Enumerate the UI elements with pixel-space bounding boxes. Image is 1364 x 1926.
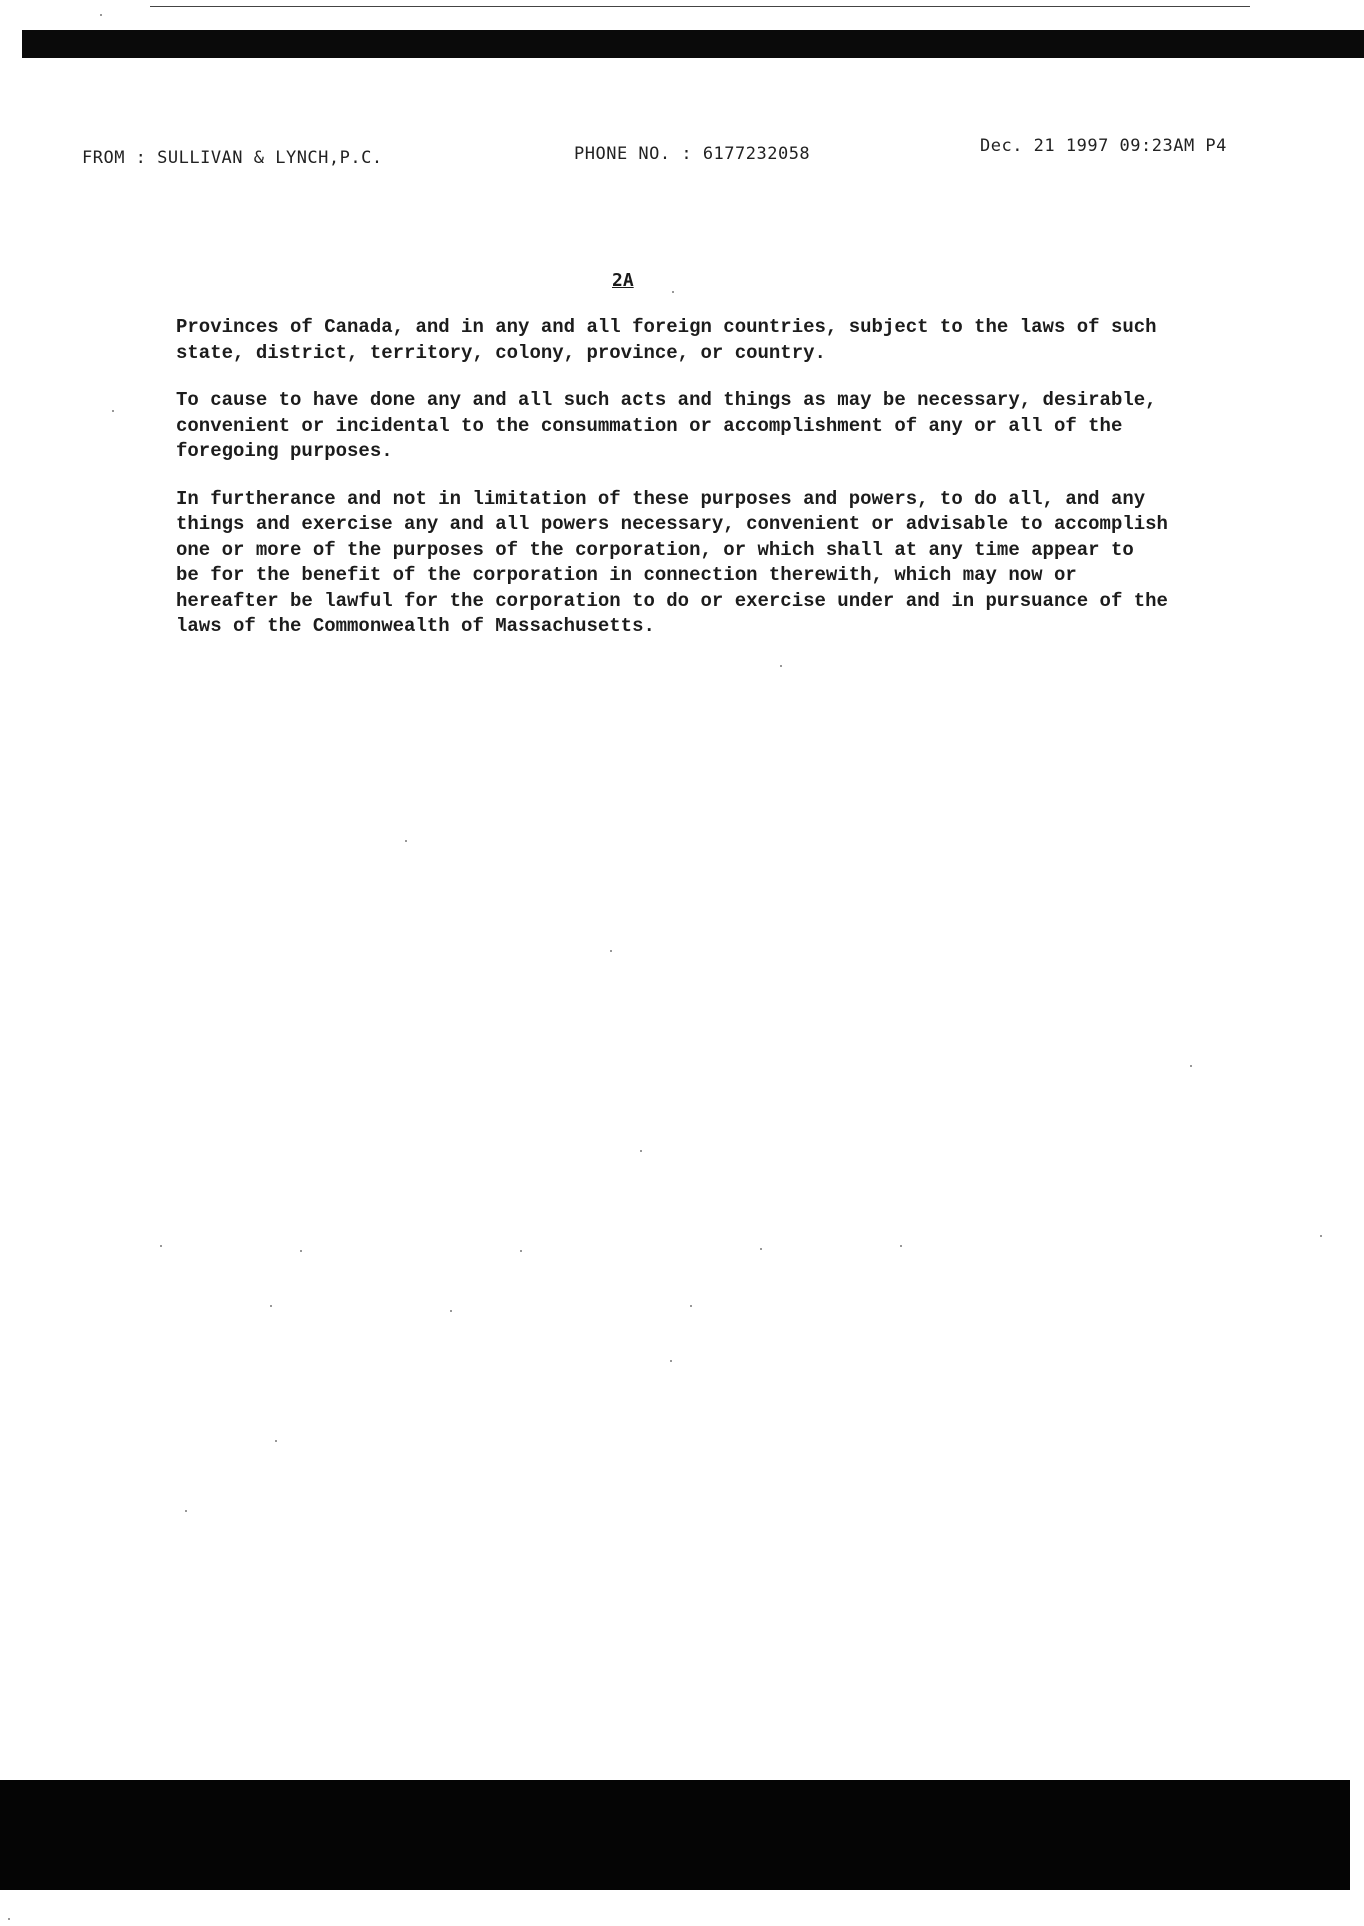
top-scan-bar: [22, 30, 1364, 58]
fax-date-page: Dec. 21 1997 09:23AM P4: [980, 136, 1227, 156]
fax-header: [0, 136, 1364, 174]
page-number: 2A: [612, 270, 634, 291]
paragraph-1: Provinces of Canada, and in any and all foreign countries, subject to the laws of such state, district, territory, colony, province, or country.: [176, 316, 1157, 364]
top-rule: [150, 6, 1250, 7]
paragraph-3: In furtherance and not in limitation of these purposes and powers, to do all, and any things and exercise any and all powers necessary, convenient or advisable to accomplish one or more of the purposes of the corporation, or which shall at any time appear to be for the benefit of the corporation in connection therewith, which may now or hereafter be lawful for the corporation to do or exercise under and in pursuance of the laws of the Commonwealth of Massachusetts.: [176, 487, 1168, 637]
fax-from: FROM : SULLIVAN & LYNCH,P.C.: [82, 148, 383, 168]
paragraph-2: To cause to have done any and all such acts and things as may be necessary, desirable, convenient or incidental to the consummation or accomplishment of any or all of the foregoing purposes.: [176, 389, 1157, 462]
document-body: [176, 315, 1326, 662]
bottom-scan-bar: [0, 1780, 1350, 1890]
fax-phone: PHONE NO. : 6177232058: [574, 144, 811, 164]
